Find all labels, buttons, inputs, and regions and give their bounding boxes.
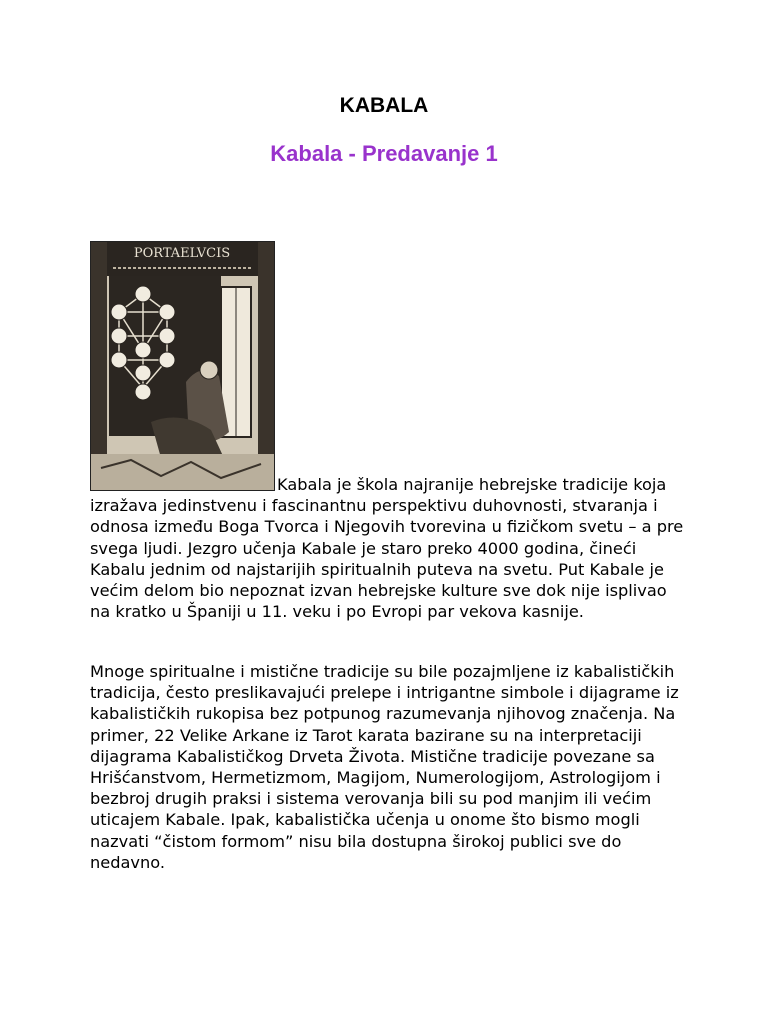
- tree-of-life-woodcut-image: [90, 241, 275, 491]
- paragraph-influence: Mnoge spiritualne i mistične tradicije su bile pozajmljene iz kabalističkih tradicija, često preslikavajući prelepe i intrigantne simbole i dijagrame iz kabalističkih rukopisa bez potpunog razumevanja njihovog značenja. Na primer, 22 Velike Arkane iz Tarot karata bazirane su na interpretaciji dijagrama Kabalističkog Drveta Života. Mistične tradicije povezane sa Hrišćanstvom, Hermetizmom, Magijom, Numerologijom, Astrologijom i bezbroj drugih praksi i sistema verovanja bili su pod manjim ili većim uticajem Kabale. Ipak, kabalistička učenja u onome što bismo mogli nazvati “čistom formom” nisu bila dostupna širokoj publici sve do nedavno.: [90, 662, 679, 872]
- figure-banner-text: PORTAELVCIS: [133, 246, 231, 261]
- document-title: KABALA: [339, 94, 429, 117]
- document-subtitle: Kabala - Predavanje 1: [270, 141, 498, 166]
- paragraph-intro: Kabala je škola najranije hebrejske tradicije koja izražava jedinstvenu i fascinantnu perspektivu duhovnosti, stvaranja i odnosa između Boga Tvorca i Njegovih tvorevina u fizičkom svetu – a pre svega ljudi. Jezgro učenja Kabale je staro preko 4000 godina, čineći Kabalu jednim od najstarijih spiritualnih puteva na svetu. Put Kabale je većim delom bio nepoznat izvan hebrejske kulture sve dok nije isplivao na kratko u Španiji u 11. veku i po Evropi par vekova kasnije.: [90, 475, 684, 622]
